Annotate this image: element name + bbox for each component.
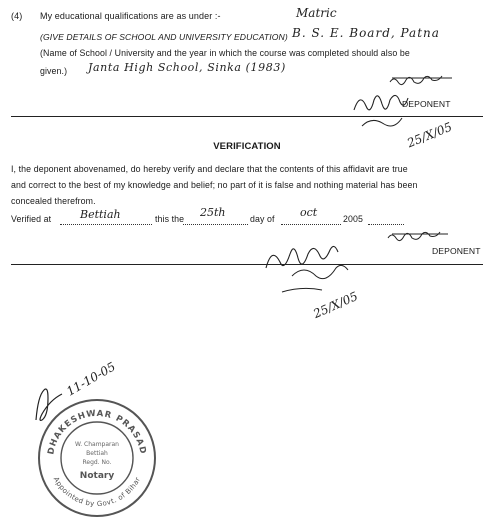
day-dotted-line — [183, 224, 248, 225]
handwritten-school: Janta High School, Sinka (1983) — [88, 61, 286, 74]
stamp-line3: Regd. No. — [82, 459, 112, 466]
deponent-label-2: DEPONENT — [432, 246, 481, 256]
verification-line2: and correct to the best of my knowledge and belief; no part of it is false and nothing material has been — [11, 180, 418, 190]
stamp-line1: W. Champaran — [74, 441, 120, 448]
handwritten-place: Bettiah — [80, 208, 121, 221]
separator-line-2 — [11, 264, 483, 265]
svg-text:DHAKESHWAR PRASAD — [46, 409, 147, 456]
section-number: (4) — [11, 11, 23, 21]
verification-line1: I, the deponent abovenamed, do hereby verify and declare that the contents of this affidavit are true — [11, 164, 408, 174]
stamp-top-arc: DHAKESHWAR PRASAD — [46, 408, 148, 456]
verification-line3: concealed therefrom. — [11, 196, 96, 206]
stamp-line2: Bettiah — [86, 450, 108, 457]
year-label: 2005 — [343, 214, 363, 224]
handwritten-day: 25th — [200, 206, 226, 219]
year-dotted-line — [368, 224, 404, 225]
deponent-label-1: DEPONENT — [402, 99, 451, 109]
verification-title: VERIFICATION — [213, 141, 281, 152]
stamp-bottom-arc: Appointed by Govt. of Bihar — [51, 475, 143, 509]
stamp-word: Notary — [79, 471, 115, 481]
notary-stamp — [33, 394, 161, 520]
this-the-label: this the — [155, 214, 185, 224]
section-heading: My educational qualifications are as under :- — [40, 11, 221, 21]
verified-at-label: Verified at — [11, 214, 52, 224]
day-of-label: day of — [250, 214, 275, 224]
notary-date: 11-10-05 — [64, 359, 118, 399]
education-note-line2: given.) — [40, 66, 68, 76]
place-dotted-line — [60, 224, 152, 225]
handwritten-matric: Matric — [296, 6, 337, 20]
education-instruction: (GIVE DETAILS OF SCHOOL AND UNIVERSITY EDUCATION) — [40, 32, 288, 42]
stamp-seal-icon — [33, 394, 161, 520]
month-dotted-line — [281, 224, 341, 225]
signature-date-2: 25/X/05 — [311, 289, 360, 321]
separator-line-1 — [11, 116, 483, 117]
education-note-line1: (Name of School / University and the year in which the course was completed should also be — [40, 48, 410, 58]
handwritten-month: oct — [300, 206, 318, 219]
signature-date-1: 25/X/05 — [405, 119, 455, 151]
handwritten-board: B. S. E. Board, Patna — [292, 26, 440, 40]
